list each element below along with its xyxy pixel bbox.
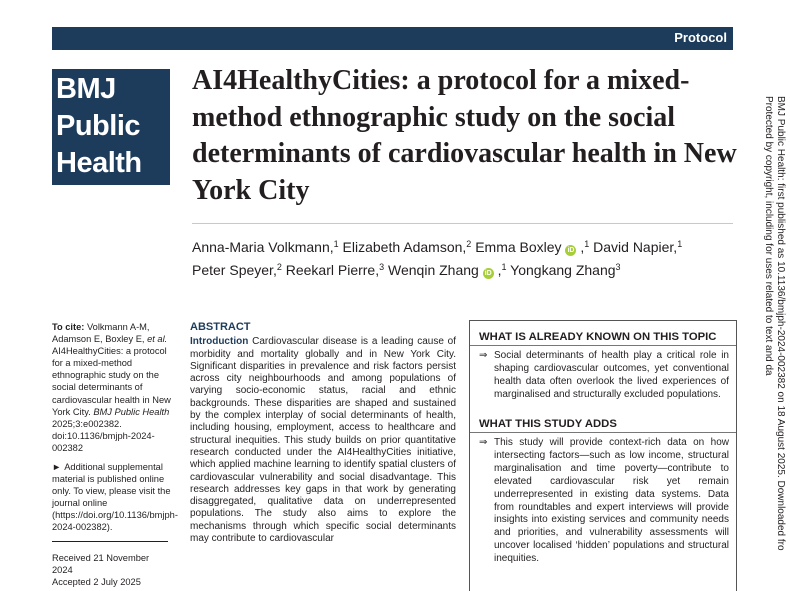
cite-text: Volkmann A-M, Adamson E, Boxley E, [52,322,150,345]
author-name: David Napier, [593,239,678,255]
adds-list [479,437,729,566]
abstract-heading: ABSTRACT [190,321,251,333]
section-banner [52,27,733,50]
known-heading: WHAT IS ALREADY KNOWN ON THIS TOPIC [479,331,717,343]
accepted-date: Accepted 2 July 2025 [52,577,141,588]
margin-note-line-2: Protected by copyright, including for uses related to text and da [763,96,774,376]
author-affiliation: 2 [276,261,282,272]
supplemental-note [52,461,178,534]
author-name: Yongkang Zhang [510,261,616,278]
author-affiliation: 1 [677,239,683,249]
author-name: Peter Speyer, [192,261,277,278]
arrow-icon: ⇒ [479,350,488,361]
author-affiliation: 3 [615,261,621,272]
article-type-label: Protocol [674,30,727,45]
abstract-intro-label: Introduction [190,336,249,348]
cite-journal: BMJ Public Health [93,406,170,417]
author-name: Reekarl Pierre, [285,261,380,278]
orcid-icon[interactable]: iD [567,247,575,254]
arrow-icon: ⇒ [479,437,488,448]
author-affiliation: 1 [501,261,507,272]
key-messages-box [469,320,737,591]
list-item-text: Social determinants of health play a critical role in shaping cardiovascular outcomes, yet conventional health data often overlook the lived experiences of marginalised and structurally excluded populations. [494,350,729,400]
known-list [479,350,729,402]
received-date: Received 21 November 2024 [52,553,150,576]
box-divider [470,345,736,346]
adds-heading: WHAT THIS STUDY ADDS [479,418,617,430]
abstract-text: Cardiovascular disease is a leading cause of morbidity and mortality globally and in New York City. Significant disparities in prevalence and risk factors persist across city neighbourhoods and among populations of varying socio-economic status, racial and ethnic backgrounds. These disparities are shaped and sustained by the complex interplay of social determinants of health, including housing, employment, access to healthcare and structural inequities. This study builds on prior quantitative research conducted under the AI4HealthyCities initiative, which applied machine learning to identify spatial clusters of cardiovascular vulnerability and social disadvantage. This research addresses key gaps in that work by generating disaggregated, qualitative data on underrepresented populations. The study also aims to explore the mechanisms through which specific social determinants may contribute to cardiovascular [190,336,456,545]
author-affiliation: 3 [379,261,385,272]
cite-etal: et al. [147,334,168,345]
box-divider [470,432,736,433]
journal-logo [52,69,170,185]
title-divider [192,223,733,224]
author-name: Elizabeth Adamson, [342,239,467,255]
author-affiliation: 1 [333,239,339,249]
dates-divider [52,541,168,542]
list-item [479,350,729,402]
list-item [479,437,729,566]
orcid-icon[interactable]: iD [484,269,492,277]
margin-copyright-note [763,96,790,581]
author-name: Anna-Maria Volkmann, [192,239,334,255]
list-item-text: This study will provide context-rich data on how intersecting factors—such as low income, structural marginalisation and time poverty—contribute to elevated cardiovascular risk yet remain underrepresented in existing data systems. Data from roundtables and expert interviews will provide insights into existing services and community needs and priorities, and vulnerability assessments will uncover localised ‘hidden’ populations and structural inequities. [494,437,729,565]
supplemental-text: Additional supplemental material is published online only. To view, please visit the journal online (https://doi.org/10.1136/bmjph-2024-002382). [52,462,178,533]
logo-line-3: Health [56,147,142,179]
margin-note-line-1: BMJ Public Health: first published as 10.1136/bmjph-2024-002382 on 18 August 2025. Downloaded fro [775,96,786,551]
author-name: Wenqin Zhang [388,261,479,278]
cite-label: To cite: [52,322,85,332]
author-list: Anna-Maria Volkmann,$^1$ Elizabeth Adamson,$^2$ Emma Boxley iD ,$^1$ David Napier,$^1$ Peter Speyer,$^2$ Reekarl Pierre,$^3$ Wenqin Zhang iD ,$^1$ Yongkang Zhang$^3$ [192,239,683,278]
cite-text: AI4HealthyCities: a protocol for a mixed-method ethnographic study on the social determinants of cardiovascular health in New York City. [52,346,171,417]
abstract-section [190,321,456,545]
author-affiliation: 1 [584,239,590,249]
logo-line-2: Public [56,110,141,142]
author-affiliation: 2 [466,239,472,249]
article-title: AI4HealthyCities: a protocol for a mixed-method ethnographic study on the social determinants of cardiovascular health in New York City [192,65,737,206]
citation-block [52,321,172,454]
triangle-bullet-icon: ► [52,462,62,472]
article-dates [52,552,172,588]
author-name: Emma Boxley [475,239,562,255]
cite-doi: 2025;3:e002382. doi:10.1136/bmjph-2024-002382 [52,418,155,453]
logo-line-1: BMJ [56,73,116,105]
